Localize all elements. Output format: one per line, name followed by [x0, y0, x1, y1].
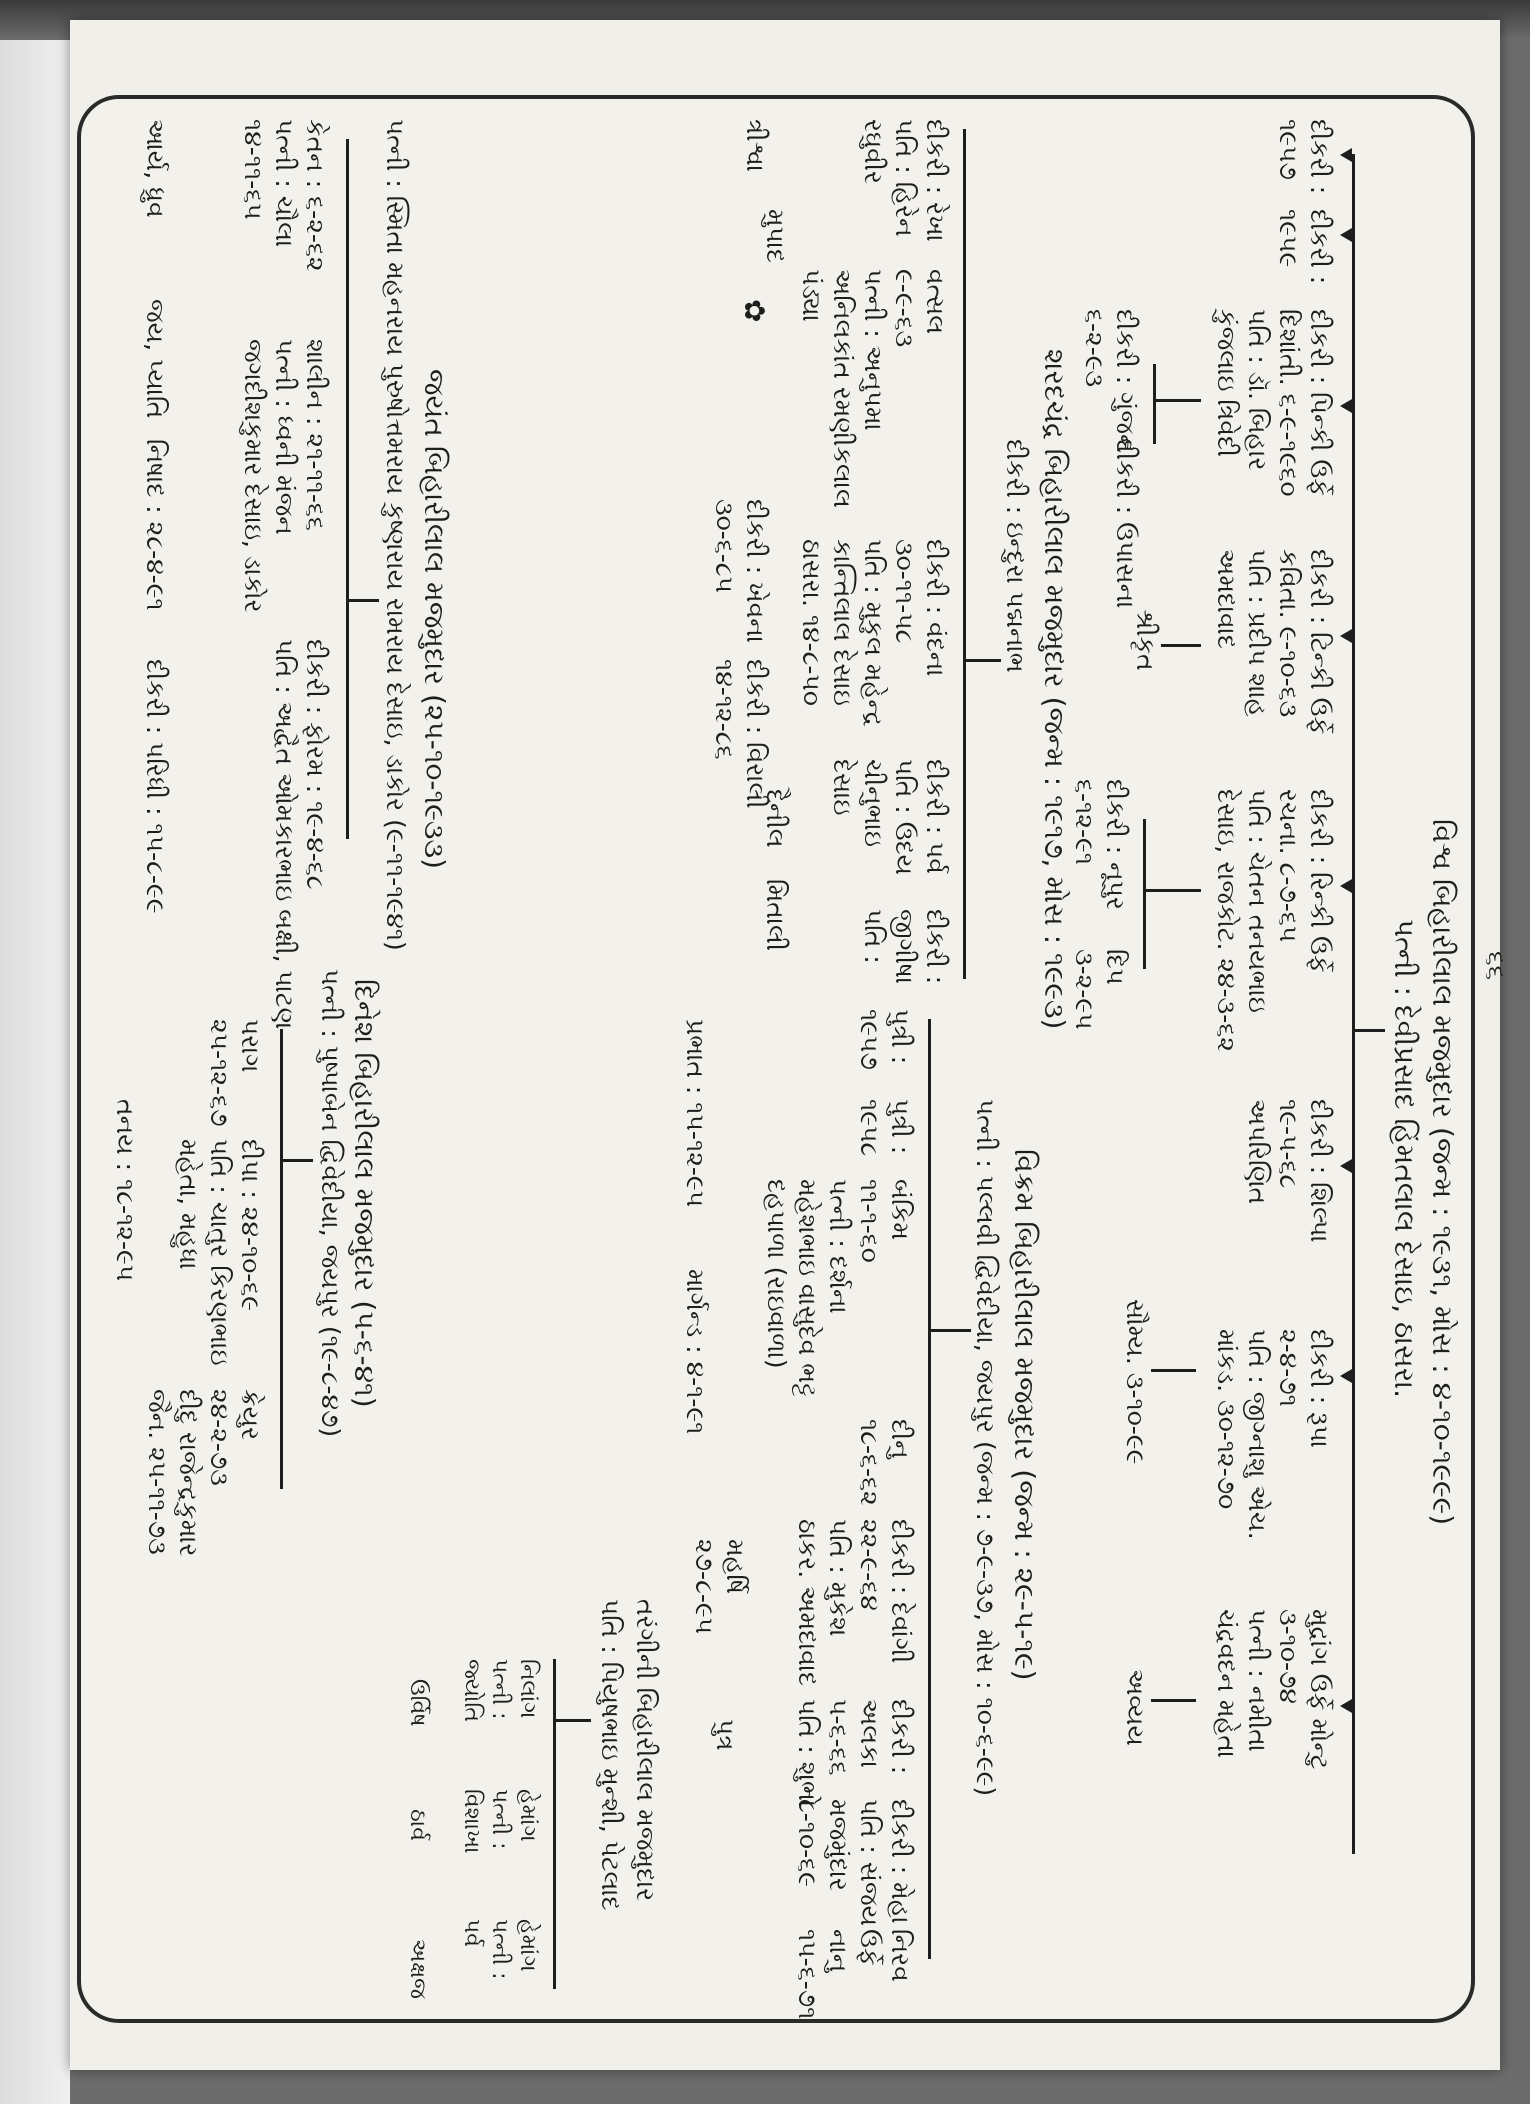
connector: [553, 1659, 556, 1989]
jayant-grand-4: દીકરી : પરિધી : ૧૫-૮-૯૯: [141, 659, 170, 914]
connector: [349, 599, 379, 602]
gen1-child-1: દીકરી : ૧૯૫૭: [1274, 119, 1334, 195]
arrow: [1340, 629, 1352, 643]
tarangini-child-3: હેમાંગ પત્ની : પર્વ: [459, 1919, 540, 1980]
vikram-child-4: દીનુ ૧૮-૬-૬૨: [855, 1419, 915, 1506]
jayant-child-2: શાલીન : ૨૧-૧૧-૬૬ પત્ની : ધ્વની મંજન જગદીશકુમાર દેસાઇ, ડાકોર: [239, 339, 330, 613]
connector: [931, 1329, 971, 1332]
connector: [1146, 889, 1201, 892]
jayant-grand-2: જય, પ્યાતિ: [141, 299, 170, 419]
connector: [1355, 1029, 1385, 1032]
tarangini-spouse: પતિ : પિયુષભાઇ મુન્શી, પેટલાદ: [596, 1599, 625, 1911]
dinesh-name: દિનેશ બિહારીલાલ મજમુદાર (૫-૬-૪૧): [348, 979, 381, 1408]
gen1-child-8: મુદ્રાંગ ઉર્ફે મોન્ટુ ૩-૧૦-૭૪ પત્ની : નમીતા ચંદ્રવદન મહેતા: [1212, 1609, 1334, 1770]
family-tree-frame: [77, 95, 1475, 2023]
sharad-child-1: દીકરી : રેખા પતિ : હિરેન રઘુવીર: [859, 119, 950, 242]
sharad-daughter: દીકરી : ઇન્દુરા પદ્મનાભ: [1001, 439, 1030, 673]
vikram-name: વિક્રમ બિહારીલાલ મજમુદાર (જન્મ : ૨૯-૫-૧૯): [1008, 1149, 1041, 1681]
arrow: [1340, 228, 1352, 242]
vikram-grand-putra: પુત્ર: [711, 1719, 740, 1751]
sharad-grand-dainil: દૈનીલ: [761, 789, 790, 848]
jayant-spouse: પત્ની : સ્મિતા મહનરાય પુરુષોત્તમરાય કુષ્ણરાય રામરાય દેસાઇ, ડાકોર (૯-૧૧-૧૯૪૧): [381, 119, 410, 951]
gen2-gunjan: દીકરી : ગુંજન ૬-૨-૯૩: [1080, 309, 1140, 453]
jayant-child-3: દીકરી : ફોરમ : ૧૯-૪-૬૮ પતિ : અદ્વૈત ઓમકારભાઇ બક્ષી, પાટણ: [270, 639, 330, 1030]
connector: [1151, 1699, 1196, 1702]
arrow: [1340, 879, 1352, 893]
gen2-shrikrut: શ્રીકૃત: [1131, 609, 1160, 671]
vikram-child-5: દીકરી : દેવાંગી ૨૨-૯-૬૪ પતિ : મુકેશ ઠાકર. અમદાવાદ: [793, 1519, 915, 1686]
sharad-grand-mupad: મુપાદ: [761, 209, 790, 263]
gen1-child-3: દીકરી : પિન્કી ઉર્ફે દિશાંતી. ૬-૯-૧૯૬૦ પતિ : ડૉ. બિહાર કુંજલાઇ ત્રિવેદી: [1212, 309, 1334, 497]
scan-gutter: [0, 0, 70, 2104]
gen1-child-6: દીકરી : શિલ્પા ૧૯-૫-૬૮ અપરિણિત: [1243, 1099, 1334, 1243]
flower-icon: ✿: [738, 299, 771, 323]
connector: [928, 1019, 931, 1959]
connector: [1153, 364, 1156, 444]
jayant-grand-3: નિષાદ : ૨૮-૪-૯૧: [141, 439, 170, 611]
gen1-child-2: દીકરી : ૧૯૫૯: [1274, 209, 1334, 285]
gen2-dip: દિપ ૩-૨-૯૫: [1070, 949, 1130, 1030]
sharad-child-5: દીકરી : જીગીષા પતિ :: [859, 909, 950, 985]
vikram-spouse: પત્ની : પલ્લવી દ્વિવેદીયા, જયપુર (જન્મ : ૭-૯-૩૭, મોસ : ૧૦-૬-૯૯): [971, 1099, 1000, 1797]
vikram-grand-maharshi: મહર્ષિ ૨૭-૮-૯૫: [690, 1539, 750, 1635]
arrow: [1340, 1369, 1352, 1383]
arrow: [1340, 148, 1352, 162]
tarangini-child-2: હેમાંગ પત્ની : વિશાખા: [459, 1789, 540, 1854]
dinesh-child-1: પરાગ ૨૫-૧૨-૬૭: [205, 1019, 265, 1127]
connector: [280, 1029, 283, 1489]
connector: [556, 1719, 591, 1722]
jayant-name: જયંત બિહારીલાલ મજમુદાર (૨૫-૧૦-૧૯૩૩): [418, 369, 451, 870]
gen1-child-7: દીકરી : રૂપા ૨-૪-૭૧ પતિ : જીગ્નાશુ એચ. માંકડ. ૩૦-૧૨-૭૦: [1212, 1329, 1334, 1540]
dinesh-spouse: પત્ની : પુષ્પાબેન દ્વિવેદીયા, જયપુર (૧૯-૮-૪૭): [316, 969, 345, 1438]
dinesh-grand-1: તનય : ૧૮-૧૨-૯૫: [111, 1099, 140, 1282]
jayant-child-1: કેતન : ૬-૨-૬૨ પત્ની : ચૌલા ૧૪-૧૧-૬૫: [239, 119, 330, 272]
dinesh-child-2: દીપા : ૨૪-૧૦-૬૯ પતિ : ચાતુર કિરણભાઇ મહેતા, મહુધા: [174, 1139, 265, 1366]
tarangini-grand-2: ઠાર્વ: [405, 1809, 430, 1841]
sharad-grand-trishwa: ત્રીશ્વા: [741, 119, 770, 173]
tarangini-grand-3: અક્ષજ: [405, 1939, 430, 1999]
vikram-child-2: પુત્રી : ૧૯૫૮: [855, 1099, 915, 1157]
connector: [283, 1159, 313, 1162]
gen1-child-4: દીકરી : ટિન્કી ઉર્ફે કવિતા. ૯-૧૦-૬૩ પતિ : પ્રદીપ શાહ અમદાવાદ: [1212, 549, 1334, 735]
connector: [963, 129, 966, 979]
connector: [1156, 399, 1201, 402]
sharad-grand-virali: દીકરી : વિરાલી ૧૪-૧૨-૮૬: [710, 659, 770, 809]
sharad-child-4: દીકરી : પર્વ પતિ : ઉદય ચીનુભાઇ દેસાઇ: [828, 759, 950, 876]
arrow: [1340, 399, 1352, 413]
connector: [346, 139, 349, 839]
connector: [1151, 1369, 1196, 1372]
jayant-grand-1: આર્ય, ધ્રુવ: [141, 119, 170, 218]
vikram-grand-prabhat: પ્રભાત : ૧૫-૧૨-૯૫: [681, 1019, 710, 1208]
gen2-upasana: દીકરી : ઉપાસના: [1111, 439, 1140, 609]
vishwa-name: વિશ્વ બિહારીલાલ મજમુદાર (જન્મ : ૧૯૩૧, મોસ : ૪-૧૦-૧૯૯૯): [1426, 819, 1459, 1526]
gen2-saumya: સૌમ્ય. ૩-૧૦-૯૯: [1121, 1299, 1150, 1465]
arrow: [1340, 1699, 1352, 1713]
connector: [1143, 819, 1146, 969]
arrow: [1340, 1159, 1352, 1173]
gen2-nupur: દીકરી : નૂપુર ૬-૧૨-૯૧: [1070, 779, 1130, 910]
connector: [966, 659, 1001, 662]
vikram-child-3: બંકિમ ૧૧-૧-૬૦ પત્ની : દર્શના મહેશભાઇ વાસુદેવ ભટ્ટ દહપાળા (રાઇવાળા): [762, 1179, 915, 1397]
sharad-grand-mitali: મિતાલી: [761, 879, 790, 952]
vikram-child-8: નિરવ ઉર્ફે નાનુ ૧૫-૬-૭૧: [793, 1929, 915, 2020]
sharad-child-2: વત્સલ ૯-૯-૬૩ પત્ની : અનુપમા અનિલકાંત રમણીકલાલ પંડ્યા: [797, 269, 950, 508]
vikram-child-6: દીકરી : અલકા ૫-૬-૬૬ પતિ : શુભો: [793, 1699, 915, 1808]
tarangini-grand-1: ઉર્વિષ: [405, 1679, 430, 1727]
tarangini-name: તરંગીની બિહારીલાલ મજમુદાર: [631, 1599, 660, 1902]
sharad-grand-khevna: દીકરી : ખેવના ૩૦-૬-૮૫: [710, 499, 770, 644]
gen2-avyay: અવ્યય: [1121, 1669, 1150, 1746]
page-number: ૬૬: [1480, 950, 1511, 981]
sharad-name: શરદચંદ્ર બિહારીલાલ મજમુદાર (જન્મ : ૧૯૧૭, મોસ : ૧૯૯૩): [1038, 349, 1071, 1030]
vikram-child-7: દીકરી : મેહા પતિ : સંજય મજમુંદાર ૮-૧૦-૬૯: [793, 1799, 915, 1927]
gen1-child-5: દીકરી : રિન્કી ઉર્ફે રચના. ૮-૭-૬૫ પતિ : ચેતન તનયભાઇ દેસાઇ, રાજકોટ. ૨૪-૩-૬૨: [1212, 789, 1334, 1052]
connector: [1352, 154, 1355, 1854]
sharad-child-3: દીકરી : વંદના ૩૦-૧૧-૫૮ પતિ : મુકુલ મહેન્દ્ર કાન્તિલાલ દેસાઇ ઠાસરા. ૧૪-૮-૫૦: [797, 539, 950, 727]
vikram-child-1: પુત્રી : ૧૯૫૭: [855, 1009, 915, 1070]
vishwa-spouse: પત્ની : દેવીપ્રસાદ હિંમતલાલ દેસાઇ, ઠાસરા.: [1388, 919, 1421, 1399]
tarangini-child-1: નિલાંગ પત્ની : જ્યોતિ: [459, 1659, 540, 1722]
vikram-grand-margand: માર્ગન્ડ : ૪-૧-૯૧: [681, 1269, 710, 1435]
dinesh-child-3: ક્રેયુર ૨૪-૨-૭૩ દીદુ રાજેન્દ્રકુમાર જૈન. ૨૫-૧૧-૭૩: [143, 1389, 265, 1557]
connector: [1161, 644, 1201, 647]
